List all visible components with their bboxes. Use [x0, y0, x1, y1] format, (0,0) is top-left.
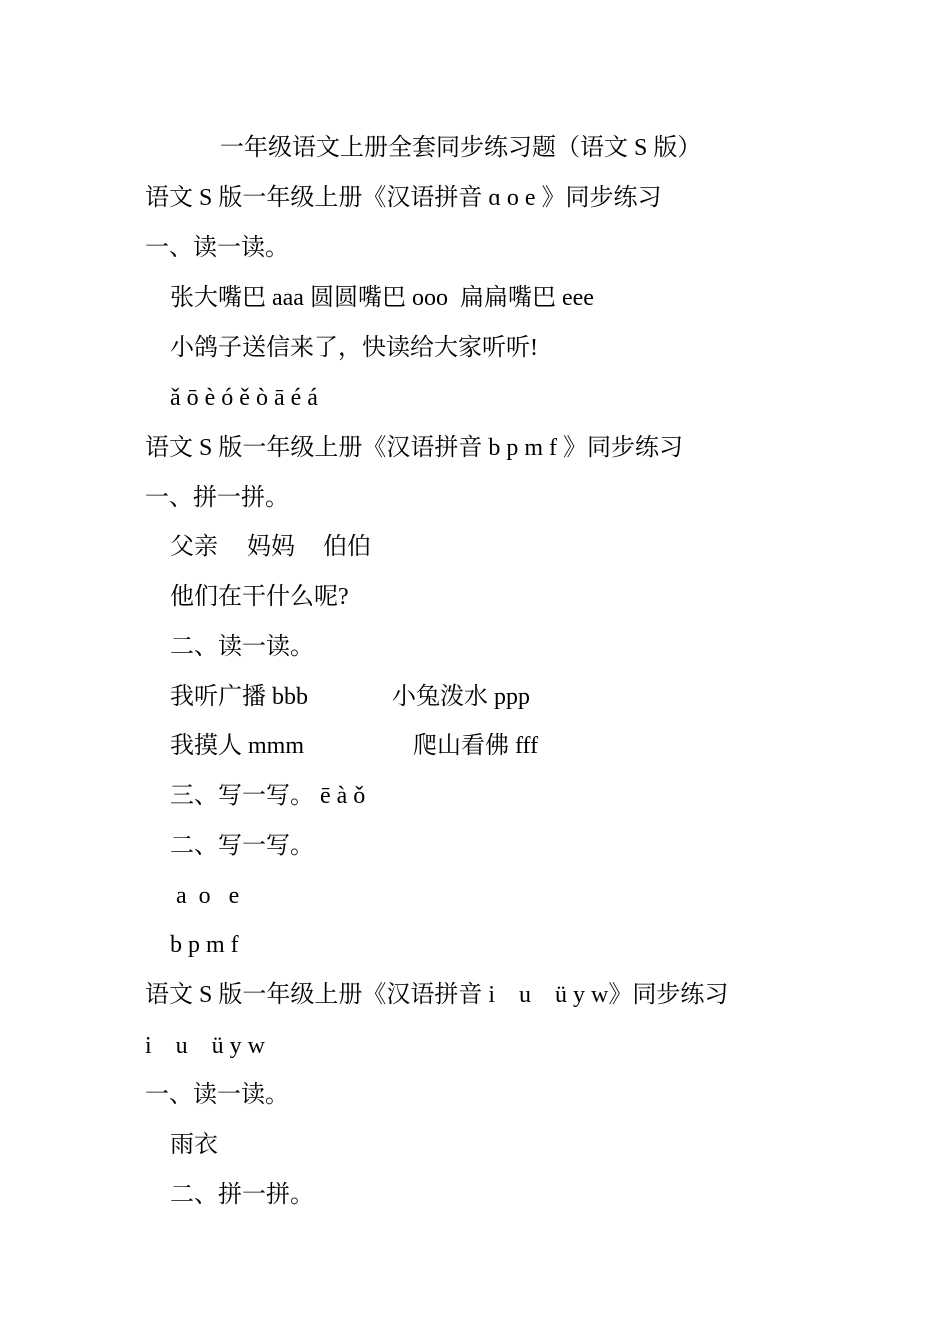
lesson2-row2-left: 我摸人 mmm [170, 733, 305, 759]
lesson2-write1: a o e [176, 883, 240, 909]
lesson1-section1: 一、读一读。 [145, 235, 289, 261]
lesson3-section2: 二、拼一拼。 [170, 1182, 314, 1208]
lesson2-section2: 二、读一读。 [170, 634, 314, 660]
lesson1-line1: 张大嘴巴 aaa 圆圆嘴巴 ooo 扁扁嘴巴 eee [170, 285, 594, 311]
lesson2-word-2: 妈妈 [247, 534, 295, 560]
lesson3-section1: 一、读一读。 [145, 1082, 289, 1108]
lesson2-section1: 一、拼一拼。 [145, 485, 289, 511]
lesson2-row2-right: 爬山看佛 fff [413, 733, 539, 759]
lesson2-section3: 三、写一写。 ē à ǒ [170, 783, 366, 809]
lesson2-heading: 语文 S 版一年级上册《汉语拼音 b p m f 》同步练习 [145, 435, 684, 461]
lesson2-row1-left: 我听广播 bbb [170, 684, 308, 710]
lesson3-letters: i u ü y w [145, 1033, 265, 1059]
lesson2-word-3: 伯伯 [323, 534, 371, 560]
lesson2-write2: b p m f [170, 932, 239, 958]
lesson2-section4: 二、写一写。 [170, 833, 314, 859]
lesson2-word-1: 父亲 [170, 534, 218, 560]
lesson1-heading: 语文 S 版一年级上册《汉语拼音 ɑ o e 》同步练习 [145, 185, 662, 211]
lesson1-line3: ǎ ō è ó ě ò ā é á [170, 385, 318, 411]
document-title: 一年级语文上册全套同步练习题（语文 S 版） [220, 135, 702, 161]
lesson3-word: 雨衣 [170, 1132, 218, 1158]
lesson2-question: 他们在干什么呢? [170, 584, 349, 610]
lesson3-heading: 语文 S 版一年级上册《汉语拼音 i u ü y w》同步练习 [145, 982, 729, 1008]
lesson2-row1-right: 小兔泼水 ppp [392, 684, 530, 710]
lesson1-line2: 小鸽子送信来了，快读给大家听听! [170, 335, 538, 361]
